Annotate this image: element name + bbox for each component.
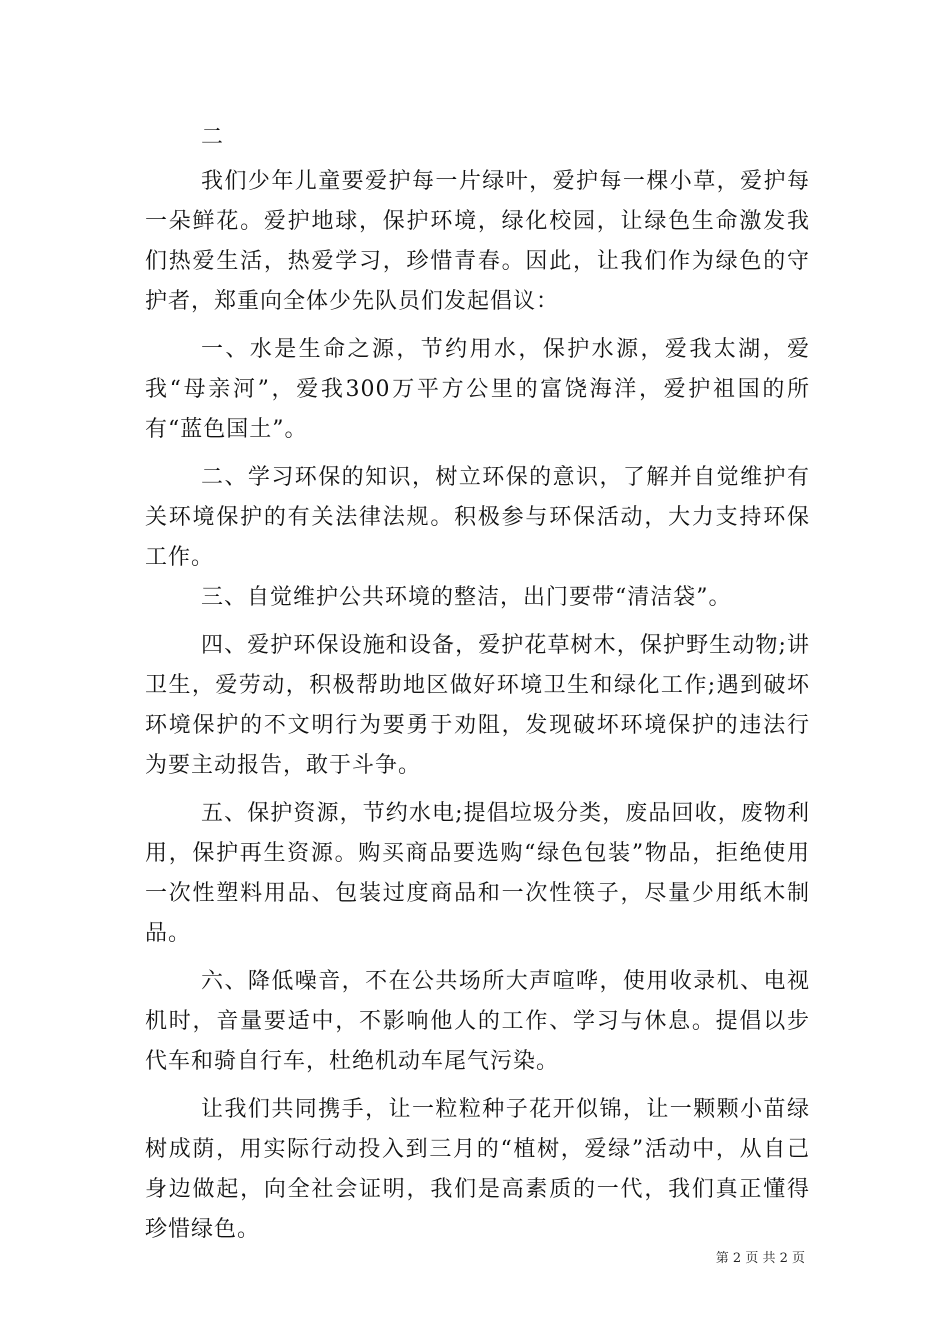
proposal-item-1: 一、水是生命之源，节约用水，保护水源，爱我太湖，爱我“母亲河”，爱我300万平方公里的富饶海洋，爱护祖国的所有“蓝色国土”。	[145, 337, 810, 442]
page-number-footer: 第 2 页 共 2 页	[715, 1251, 805, 1266]
document-body	[145, 118, 810, 1250]
intro-paragraph: 我们少年儿童要爱护每一片绿叶，爱护每一棵小草，爱护每一朵鲜花。爱护地球，保护环境，绿化校园，让绿色生命激发我们热爱生活，热爱学习，珍惜青春。因此，让我们作为绿色的守护者，郑重向全体少先队员们发起倡议：	[145, 169, 810, 314]
proposal-item-2: 二、学习环保的知识，树立环保的意识，了解并自觉维护有关环境保护的有关法律法规。积极参与环保活动，大力支持环保工作。	[145, 465, 810, 570]
proposal-item-3: 三、自觉维护公共环境的整洁，出门要带“清洁袋”。	[201, 585, 732, 610]
proposal-item-6: 六、降低噪音，不在公共场所大声喧哗，使用收录机、电视机时，音量要适中，不影响他人的工作、学习与休息。提倡以步代车和骑自行车，杜绝机动车尾气污染。	[145, 969, 810, 1074]
proposal-item-5: 五、保护资源，节约水电;提倡垃圾分类，废品回收，废物利用，保护再生资源。购买商品要选购“绿色包装”物品，拒绝使用一次性塑料用品、包装过度商品和一次性筷子，尽量少用纸木制品。	[145, 801, 810, 946]
closing-paragraph: 让我们共同携手，让一粒粒种子花开似锦，让一颗颗小苗绿树成荫，用实际行动投入到三月的“植树，爱绿”活动中，从自己身边做起，向全社会证明，我们是高素质的一代，我们真正懂得珍惜绿色。	[145, 1097, 810, 1242]
section-heading: 二	[201, 125, 225, 150]
proposal-item-4: 四、爱护环保设施和设备，爱护花草树木，保护野生动物;讲卫生，爱劳动，积极帮助地区做好环境卫生和绿化工作;遇到破坏环境保护的不文明行为要勇于劝阻，发现破坏环境保护的违法行为要主动报告，敢于斗争。	[145, 633, 810, 778]
